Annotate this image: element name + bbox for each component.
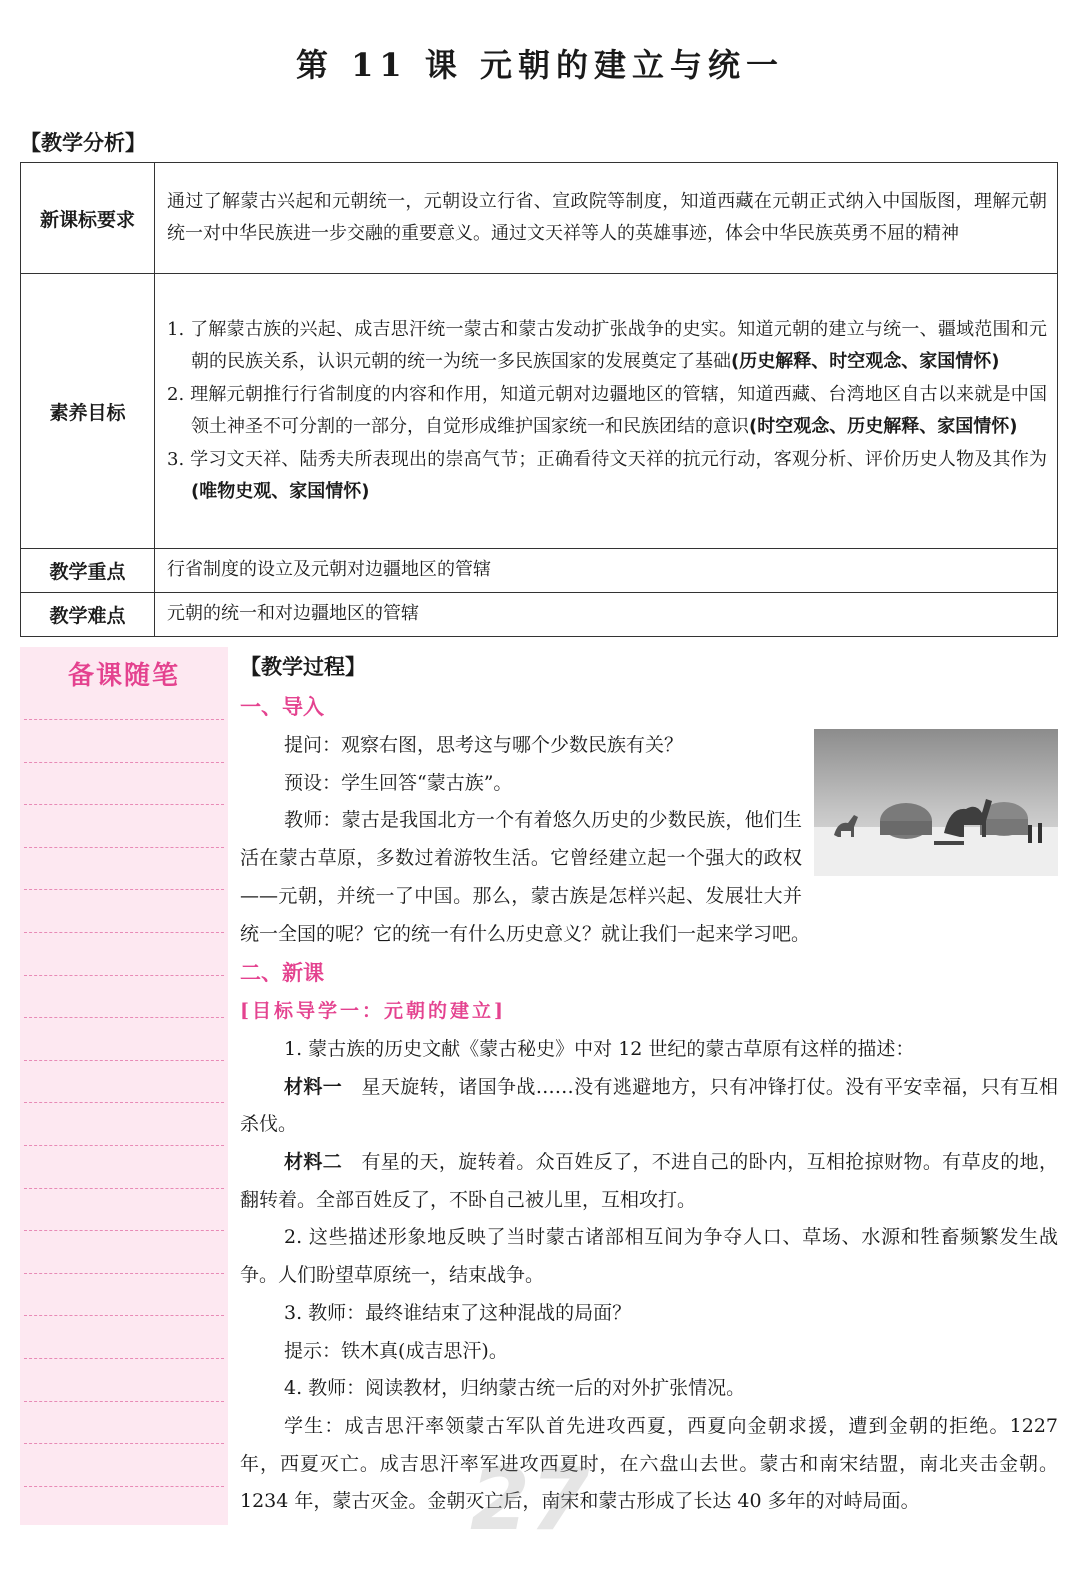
material-two: 材料二 有星的天，旋转着。众百姓反了，不进自己的卧内，互相抢掠财物。有草皮的地，翻转着。全部百姓反了，不卧自己被儿里，互相攻打。: [240, 1151, 1058, 1211]
row-label: 教学重点: [21, 549, 155, 593]
table-row: [21, 549, 1058, 593]
intro-answer: 预设：学生回答“蒙古族”。: [284, 771, 513, 794]
table-row: [21, 593, 1058, 637]
curriculum-text: 通过了解蒙古兴起和元朝统一，元朝设立行省、宣政院等制度，知道西藏在元朝正式纳入中国版图，理解元朝统一对中华民族进一步交融的重要意义。通过文天祥等人的英雄事迹，体会中华民族英勇不屈的精神: [155, 163, 1058, 274]
table-row: [21, 274, 1058, 549]
literacy-goals: [155, 274, 1058, 549]
student-answer: 学生：成吉思汗率领蒙古军队首先进攻西夏，西夏向金朝求援，遭到金朝的拒绝。1227 年，西夏灭亡。成吉思汗率军进攻西夏时，在六盘山去世。蒙古和南宋结盟，南北夹击金朝。1234 年，蒙古灭金。金朝灭亡后，南宋和蒙古形成了长达 40 多年的对峙局面。: [240, 1414, 1058, 1513]
note-line: [24, 1486, 224, 1487]
table-row: [21, 163, 1058, 274]
note-line: [24, 889, 224, 890]
note-line: [24, 1145, 224, 1146]
intro-heading: 一、导入: [240, 695, 324, 719]
note-line: [24, 1060, 224, 1061]
note-line: [24, 847, 224, 848]
note-line: [24, 1188, 224, 1189]
lesson-title: 第 11 课 元朝的建立与统一: [296, 46, 784, 84]
note-line: [24, 762, 224, 763]
note-line: [24, 1315, 224, 1316]
intro-question: 提问：观察右图，思考这与哪个少数民族有关？: [284, 734, 684, 756]
process-heading: 【教学过程】: [240, 655, 366, 679]
learning-goal-label: [目标导学一：元朝的建立]: [240, 1000, 506, 1023]
paragraph: 1. 蒙古族的历史文献《蒙古秘史》中对 12 世纪的蒙古草原有这样的描述：: [284, 1037, 915, 1060]
note-line: [24, 804, 224, 805]
note-line: [24, 1273, 224, 1274]
goal-item: 1. 了解蒙古族的兴起、成吉思汗统一蒙古和蒙古发动扩张战争的史实。知道元朝的建立与统一、疆域范围和元朝的民族关系，认识元朝的统一为统一多民族国家的发展奠定了基础(历史解释、时空观念、家国情怀): [167, 318, 1047, 372]
goal-item: 2. 理解元朝推行行省制度的内容和作用，知道元朝对边疆地区的管辖，知道西藏、台湾地区自古以来就是中国领土神圣不可分割的一部分，自觉形成维护国家统一和民族团结的意识(时空观念、历史解释、家国情怀): [167, 383, 1047, 437]
yurt-camel-photo: [814, 729, 1058, 876]
row-label: 新课标要求: [21, 163, 155, 274]
note-line: [24, 1443, 224, 1444]
note-line: [24, 1017, 224, 1018]
row-label: 素养目标: [21, 274, 155, 549]
analysis-heading: 【教学分析】: [20, 131, 146, 155]
notes-title: 备课随笔: [67, 661, 180, 691]
material-one: 材料一 星天旋转，诸国争战……没有逃避地方，只有冲锋打仗。没有平安幸福，只有互相杀伐。: [240, 1075, 1058, 1136]
paragraph: 2. 这些描述形象地反映了当时蒙古诸部相互间为争夺人口、草场、水源和牲畜频繁发生战争。人们盼望草原统一，结束战争。: [240, 1226, 1058, 1287]
analysis-table: [20, 162, 1058, 637]
paragraph: 4. 教师：阅读教材，归纳蒙古统一后的对外扩张情况。: [284, 1377, 746, 1400]
row-label: 教学难点: [21, 593, 155, 637]
paragraph: 3. 教师：最终谁结束了这种混战的局面？: [284, 1301, 632, 1324]
note-line: [24, 1102, 224, 1103]
note-line: [24, 1230, 224, 1231]
intro-teacher: 教师：蒙古是我国北方一个有着悠久历史的少数民族，他们生活在蒙古草原，多数过着游牧生活。它曾经建立起一个强大的政权——元朝，并统一了中国。那么，蒙古族是怎样兴起、发展壮大并统一全国的呢？它的统一有什么历史意义？就让我们一起来学习吧。: [240, 809, 811, 945]
note-line: [24, 719, 224, 720]
new-lesson-heading: 二、新课: [240, 961, 324, 986]
goal-item: 3. 学习文天祥、陆秀夫所表现出的崇高气节；正确看待文天祥的抗元行动，客观分析、评价历史人物及其作为(唯物史观、家国情怀): [167, 448, 1047, 502]
note-line: [24, 1358, 224, 1359]
note-line: [24, 1401, 224, 1402]
hint: 提示：铁木真(成吉思汗)。: [284, 1339, 508, 1362]
key-point-text: 行省制度的设立及元朝对边疆地区的管辖: [155, 549, 1058, 593]
teaching-process: [240, 647, 1058, 1521]
notes-sidebar: [20, 647, 228, 1525]
note-line: [24, 975, 224, 976]
note-line: [24, 932, 224, 933]
difficulty-text: 元朝的统一和对边疆地区的管辖: [155, 593, 1058, 637]
page-number: 27: [470, 1450, 590, 1550]
